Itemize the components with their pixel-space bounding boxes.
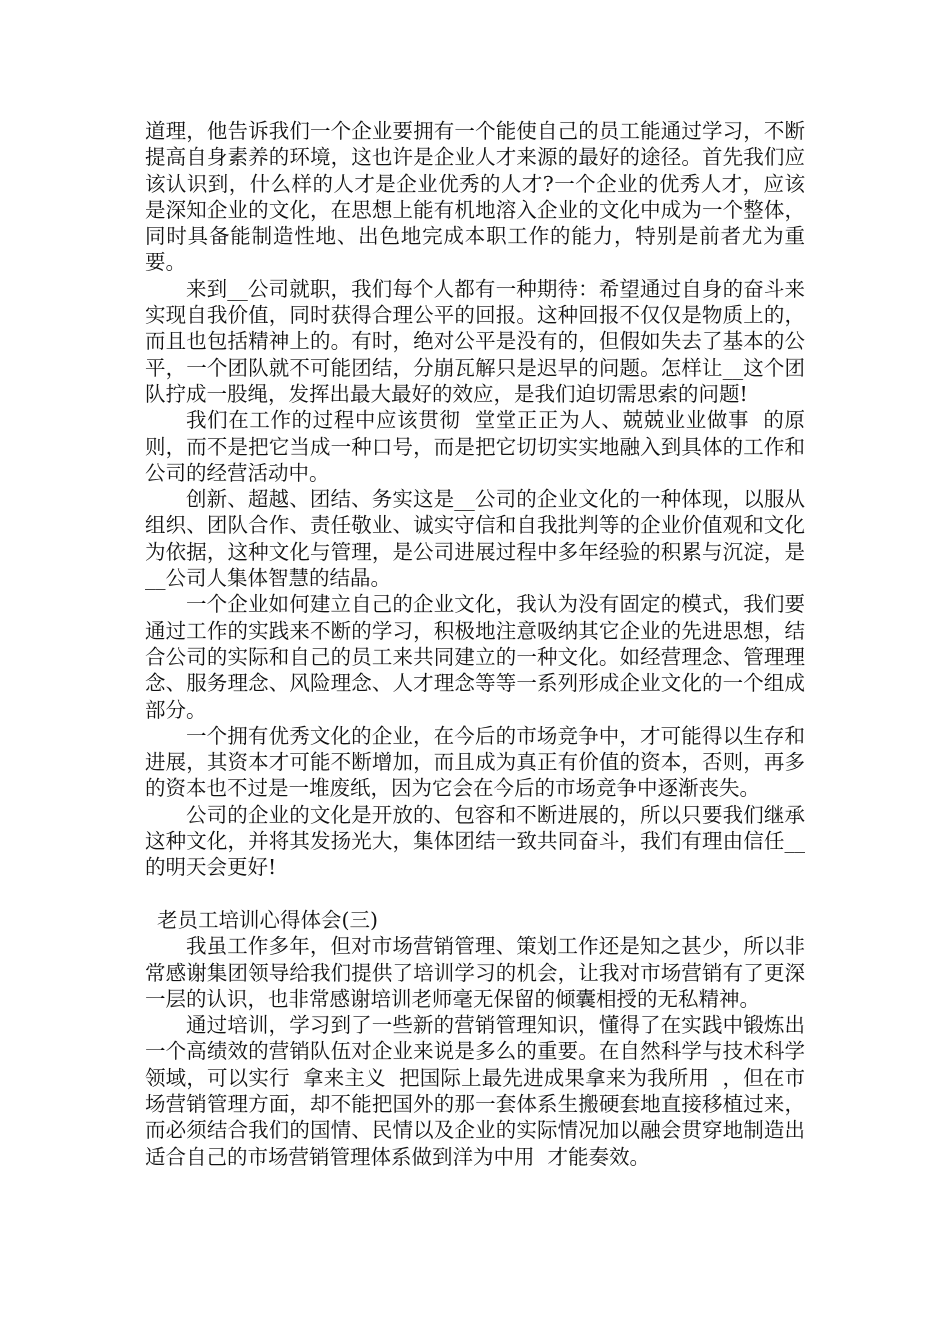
body-paragraph: 来到__公司就职，我们每个人都有一种期待：希望通过自身的奋斗来实现自我价值，同时获得合理公平的回报。这种回报不仅仅是物质上的，而且也包括精神上的。有时，绝对公平是没有的，但假如失去了基本的公平，一个团队就不可能团结，分崩瓦解只是迟早的问题。怎样让__这个团队拧成一股绳，发挥出最大最好的效应，是我们迫切需思索的问题! — [145, 276, 805, 406]
document-page — [145, 118, 805, 1170]
body-paragraph: 一个企业如何建立自己的企业文化，我认为没有固定的模式，我们要通过工作的实践来不断的学习，积极地注意吸纳其它企业的先进思想，结合公司的实际和自己的员工来共同建立的一种文化。如经营理念、管理理念、服务理念、风险理念、人才理念等等一系列形成企业文化的一个组成部分。 — [145, 592, 805, 722]
section-spacer — [145, 881, 805, 907]
body-paragraph: 道理，他告诉我们一个企业要拥有一个能使自己的员工能通过学习，不断提高自身素养的环境，这也许是企业人才来源的最好的途径。首先我们应该认识到，什么样的人才是企业优秀的人才?一个企业的优秀人才，应该是深知企业的文化，在思想上能有机地溶入企业的文化中成为一个整体，同时具备能制造性地、出色地完成本职工作的能力，特别是前者尤为重要。 — [145, 119, 805, 275]
section-heading: 老员工培训心得体会(三) — [157, 907, 378, 932]
body-paragraph: 我虽工作多年，但对市场营销管理、策划工作还是知之甚少，所以非常感谢集团领导给我们提供了培训学习的机会，让我对市场营销有了更深一层的认识，也非常感谢培训老师毫无保留的倾囊相授的无私精神。 — [145, 934, 805, 1011]
body-paragraph: 公司的企业的文化是开放的、包容和不断进展的，所以只要我们继承这种文化，并将其发扬光大，集体团结一致共同奋斗，我们有理由信任__的明天会更好! — [145, 802, 805, 880]
body-paragraph: 一个拥有优秀文化的企业，在今后的市场竞争中，才可能得以生存和进展，其资本才可能不断增加，而且成为真正有价值的资本，否则，再多的资本也不过是一堆废纸，因为它会在今后的市场竞争中逐渐丧失。 — [145, 723, 805, 801]
body-paragraph: 通过培训，学习到了一些新的营销管理知识，懂得了在实践中锻炼出一个高绩效的营销队伍对企业来说是多么的重要。在自然科学与技术科学领域，可以实行 拿来主义 把国际上最先进成果拿来为我所用 ，但在市场营销管理方面，却不能把国外的那一套体系生搬硬套地直接移植过来，而必须结合我们的国情、民情以及企业的实际情况加以融会贯穿地制造出适合自己的市场营销管理体系做到洋为中用 才能奏效。 — [145, 1013, 805, 1169]
body-paragraph: 创新、超越、团结、务实这是__公司的企业文化的一种体现，以服从组织、团队合作、责任敬业、诚实守信和自我批判等的企业价值观和文化为依据，这种文化与管理，是公司进展过程中多年经验的积累与沉淀，是__公司人集体智慧的结晶。 — [145, 487, 805, 591]
body-paragraph: 我们在工作的过程中应该贯彻 堂堂正正为人、兢兢业业做事 的原则，而不是把它当成一种口号，而是把它切切实实地融入到具体的工作和公司的经营活动中。 — [145, 408, 805, 485]
